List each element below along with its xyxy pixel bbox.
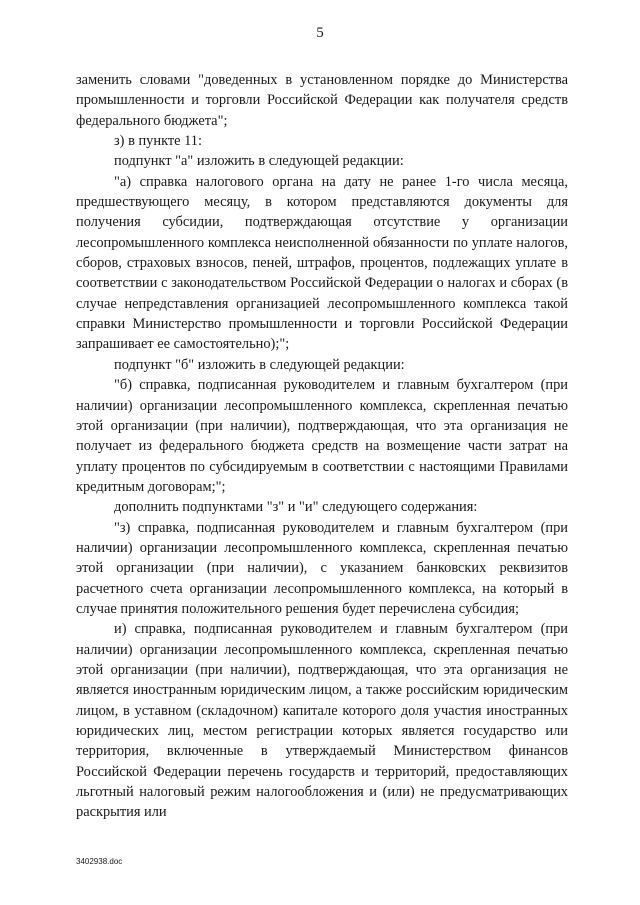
- paragraph: и) справка, подписанная руководителем и главным бухгалтером (при наличии) организации лесопромышленного комплекса, скрепленная печатью этой организации (при наличии), подтверждающая, что эта организация не является иностранным юридическим лицом, а также российским юридическим лицом, в уставном (складочном) капитале которого доля участия иностранных юридических лиц, местом регистрации которых является государство или территория, включенные в утверждаемый Министерством финансов Российской Федерации перечень государств и территорий, предоставляющих льготный налоговый режим налогообложения и (или) не предусматривающих раскрытия или: [76, 621, 568, 821]
- paragraph: подпункт "а" изложить в следующей редакции:: [114, 153, 404, 170]
- paragraph: "з) справка, подписанная руководителем и главным бухгалтером (при наличии) организации лесопромышленного комплекса, скрепленная печатью этой организации (при наличии), с указанием банковских реквизитов расчетного счета организации лесопромышленного комплекса, на который в случае принятия положительного решения будет перечислена субсидия;: [76, 519, 568, 617]
- document-body: [76, 70, 568, 823]
- paragraph: заменить словами "доведенных в установленном порядке до Министерства промышленности и торговли Российской Федерации как получателя средств федерального бюджета";: [76, 72, 568, 129]
- paragraph: з) в пункте 11:: [114, 133, 202, 150]
- paragraph: подпункт "б" изложить в следующей редакции:: [114, 356, 405, 373]
- paragraph: дополнить подпунктами "з" и "и" следующего содержания:: [114, 499, 478, 516]
- page-number: 5: [316, 25, 324, 41]
- paragraph: "а) справка налогового органа на дату не ранее 1-го числа месяца, предшествующего месяцу, в котором представляются документы для получения субсидии, подтверждающая отсутствие у организации лесопромышленного комплекса неисполненной обязанности по уплате налогов, сборов, страховых взносов, пеней, штрафов, процентов, подлежащих уплате в соответствии с законодательством Российской Федерации о налогах и сборах (в случае непредставления организацией лесопромышленного комплекса такой справки Министерство промышленности и торговли Российской Федерации запрашивает ее самостоятельно);";: [76, 173, 568, 353]
- paragraph: "б) справка, подписанная руководителем и главным бухгалтером (при наличии) организации лесопромышленного комплекса, скрепленная печатью этой организации (при наличии), подтверждающая, что эта организация не получает из федерального бюджета средств на возмещение части затрат на уплату процентов по субсидируемым в соответствии с настоящими Правилами кредитным договорам;";: [76, 377, 568, 495]
- document-filename: 3402938.doc: [76, 857, 123, 866]
